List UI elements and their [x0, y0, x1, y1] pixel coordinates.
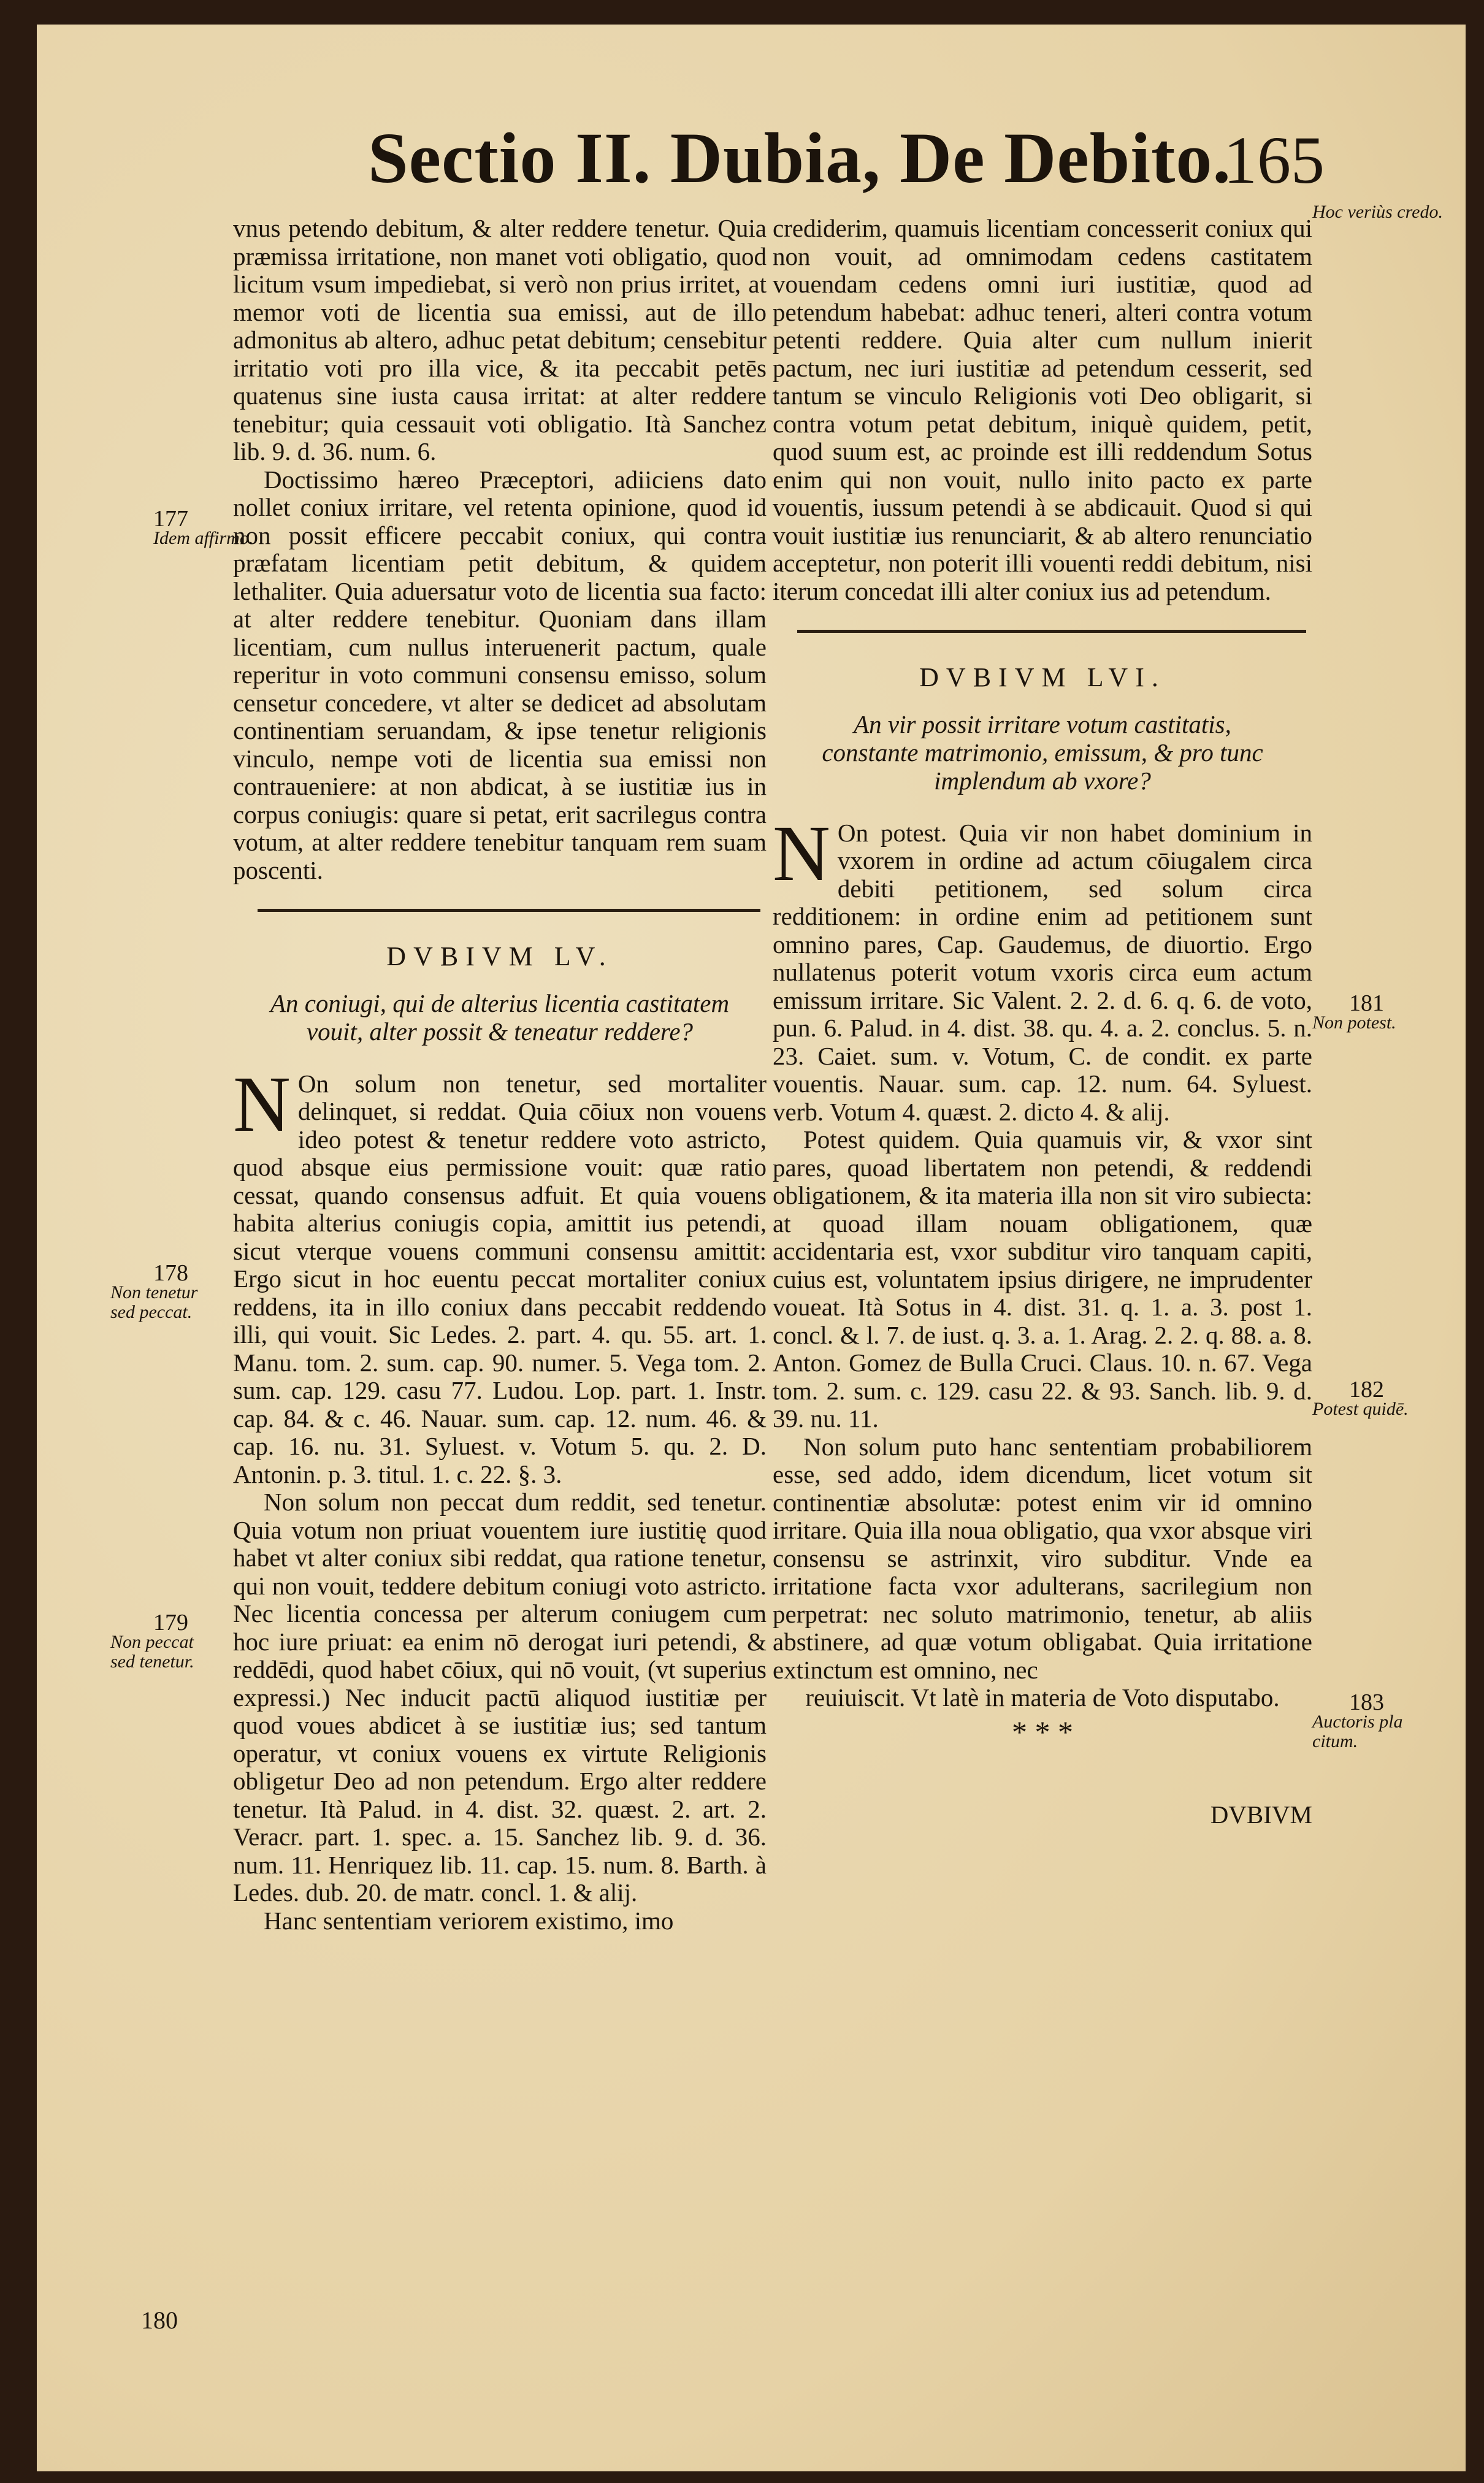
- margin-number-180: 180: [141, 2306, 178, 2334]
- margin-note-183: [1312, 1689, 1403, 1751]
- margin-note-182: [1312, 1377, 1409, 1419]
- right-column: [773, 215, 1312, 1829]
- dubium-56-title: DVBIVM LVI.: [919, 662, 1166, 692]
- paragraph-178-text: On solum non tenetur, sed mortaliter delinquet, si reddat. Quia cōiux non vouens ideo potest & tenetur reddere voto astricto, quod absque eius permissione vouit: quæ ratio cessat, quando consensus adfuit. Et quia vouens habita alterius coniugis copia, amittit ius petendi, sicut vterque vouens communi consensu amittit: Ergo sicut in hoc euentu peccat mortaliter coniux reddens, ita in illo coniux dans peccabit reddendo illi, qui vouit. Sic Ledes. 2. part. 4. qu. 55. art. 1. Manu. tom. 2. sum. cap. 90. numer. 5. Vega tom. 2. sum. cap. 129. casu 77. Ludou. Lop. part. 1. Instr. cap. 84. & c. 46. Nauar. sum. cap. 12. num. 46. & cap. 16. nu. 31. Syluest. v. Votum 5. qu. 2. D. Antonin. p. 3. titul. 1. c. 22. §. 3.: [233, 1069, 767, 1488]
- dubium-55-title: DVBIVM LV.: [386, 941, 613, 971]
- paragraph-177: Doctissimo hæreo Præceptori, adiiciens dato nollet coniux irritare, vel retenta opinione, quod id non possit efficere peccabit coniux, qui contra præfatam licentiam petit debitum, & quidem lethaliter. Quia aduersatur voto de licentia sua facto: at alter reddere tenebitur. Quoniam dans illam licentiam, cum nullus interuenerit pactum, quale reperitur in voto communi consensu emisso, solum censetur concedere, vt alter se dedicet ad absolutam continentiam seruandam, & ipse tenetur religionis vinculo, nempe voti de licentia sua emissi non contraueniere: at non abdicat, à se iustitiæ ius in corpus coniugis: quare si petat, erit sacrilegus contra votum, at alter reddere tenebitur tanquam rem suam poscenti.: [233, 465, 767, 884]
- margin-label: citum.: [1312, 1731, 1358, 1751]
- page-header: [368, 117, 1325, 221]
- page-number: 165: [1223, 123, 1325, 197]
- dubium-56-question: An vir possit irritare votum castitatis, constante matrimonio, emissum, & pro tunc implendum ab vxore?: [822, 710, 1263, 795]
- margin-note-178: [110, 1260, 198, 1322]
- catchword: DVBIVM: [1210, 1800, 1312, 1829]
- dubium-55-question: An coniugi, qui de alterius licentia castitatem vouit, alter possit & teneatur reddere?: [270, 989, 730, 1046]
- margin-number: 178: [153, 1260, 188, 1286]
- running-head: Sectio II. Dubia, De Debito.: [368, 118, 1231, 198]
- margin-label: Potest quidē.: [1312, 1399, 1409, 1419]
- margin-label: Idem affirmo.: [153, 528, 254, 548]
- margin-label: sed tenetur.: [110, 1651, 194, 1672]
- margin-label: Non tenetur: [110, 1282, 198, 1303]
- paragraph-179: Non solum non peccat dum reddit, sed tenetur. Quia votum non priuat vouentem iure iustitię quod habet vt alter coniux sibi reddat, qua ratione tenetur, qui non vouit, teddere debitum coniugi voto astricto. Nec licentia concessa per alterum coniugem cum hoc iure priuat: ea enim nō derogat iuri petendi, & reddēdi, quod habet cōiux, qui nō vouit, (vt superius expressi.) Nec inducit pactū aliquod iustitiæ per quod voues abdicet à se iustitiæ ius; sed tantum operatur, vt coniux vouens ex virtute Religionis obligetur Deo ad non petendum. Ergo alter reddere tenetur. Ità Palud. in 4. dist. 32. quæst. 2. art. 2. Veracr. part. 1. spec. a. 15. Sanchez lib. 9. d. 36. num. 11. Henriquez lib. 11. cap. 15. num. 8. Barth. à Ledes. dub. 20. de matr. concl. 1. & alij.: [233, 1488, 767, 1907]
- paragraph-181-text: On potest. Quia vir non habet dominium in vxorem in ordine ad actum cōiugalem circa debiti petitionem, sed solum circa redditionem: in ordine enim ad petitionem sunt omnino pares, Cap. Gaudemus, de diuortio. Ergo nullatenus poterit votum vxoris circa eum actum emissum irritare. Sic Valent. 2. 2. d. 6. q. 6. de voto, pun. 6. Palud. in 4. dist. 38. qu. 4. a. 2. conclus. 5. n. 23. Caiet. sum. v. Votum, C. de condit. ex parte vouentis. Nauar. sum. cap. 12. num. 64. Syluest. verb. Votum 4. quæst. 2. dicto 4. & alij.: [773, 818, 1312, 1126]
- drop-cap: N: [773, 809, 830, 898]
- margin-note-179: [110, 1610, 194, 1672]
- margin-label: Auctoris pla: [1312, 1712, 1403, 1732]
- paragraph-183: Non solum puto hanc sententiam probabiliorem esse, sed addo, idem dicendum, licet votum sit continentiæ absolutæ: potest enim vir id omnino irritare. Quia illa noua obligatio, qua vxor absque viri consensu se astrinxit, viro subditur. Vnde ea irritatione facta vxor adulterans, sacrilegium non perpetrat: nec soluto matrimonio, tenetur, ab aliis abstinere, ad quæ votum obligabat. Quia irritatione extinctum est omnino, nec: [773, 1432, 1312, 1684]
- section-rule: [258, 909, 760, 912]
- paragraph-178: [233, 1060, 767, 1489]
- margin-note-hoc-verius: Hoc veriùs credo.: [1312, 202, 1443, 222]
- margin-number: 179: [153, 1610, 188, 1636]
- paragraph-tail: reuiuiscit. Vt latè in materia de Voto disputabo.: [805, 1683, 1280, 1712]
- margin-label: Non peccat: [110, 1632, 194, 1652]
- paragraph-180: Hanc sententiam veriorem existimo, imo: [264, 1906, 674, 1935]
- margin-number: 182: [1349, 1377, 1384, 1402]
- margin-number: 181: [1349, 990, 1384, 1016]
- paragraph-continued: vnus petendo debitum, & alter reddere tenetur. Quia præmissa irritatione, non manet voti obligatio, quod licitum vsum impediebat, si verò non prius irritet, at memor voti de licentia sua emissi, aut de illo admonitus ab altero, adhuc petat debitum; censebitur irritatio voti pro illa vice, & ita peccabit petēs quatenus sine iusta causa irritat: at alter reddere tenebitur; quia cessauit voti obligatio. Ità Sanchez lib. 9. d. 36. num. 6.: [233, 214, 767, 465]
- paragraph-181: [773, 809, 1312, 1127]
- paragraph-182: Potest quidem. Quia quamuis vir, & vxor sint pares, quoad libertatem non petendi, & reddendi obligationem, & ita materia illa non sit viro subiecta: at quoad illam nouam obligationem, quæ accidentaria est, vxor subditur viro tanquam capiti, cuius est, voluntatem ipsius dirigere, ne imprudenter voueat. Ità Sotus in 4. dist. 31. q. 1. a. 3. post 1. concl. & l. 7. de iust. q. 3. a. 1. Arag. 2. 2. q. 88. a. 8. Anton. Gomez de Bulla Cruci. Claus. 10. n. 67. Vega tom. 2. sum. c. 129. casu 22. & 93. Sanch. lib. 9. d. 39. nu. 11.: [773, 1125, 1312, 1433]
- margin-note-177: [153, 506, 254, 548]
- margin-label: Non potest.: [1312, 1012, 1396, 1033]
- left-column: [233, 215, 767, 1935]
- section-rule: [797, 630, 1306, 633]
- paragraph-continued-right: crediderim, quamuis licentiam concesserit coniux qui non vouit, ad omnimodam cedens castitatem vouendam cedens omni iuri iustitiæ, quod ad petendum habebat: adhuc teneri, alteri contra votum petenti reddere. Quia alter cum nullum inierit pactum, nec iuri iustitiæ ad petendum cesserit, sed tantum se vinculo Religionis voti Deo obligarit, si contra votum petat debitum, iniquè quidem, petit, quod suum est, ac proinde est illi reddendum Sotus enim qui non vouit, nullo inito pacto ex parte vouentis, iussum petendi à se abdicauit. Quod si qui vouit iustitiæ ius renunciarit, & ab altero renunciatio acceptetur, non poterit illi vouenti reddi debitum, nisi iterum concedat illi alter coniux ius ad petendum.: [773, 214, 1312, 605]
- margin-label: sed peccat.: [110, 1302, 193, 1322]
- drop-cap: N: [233, 1060, 291, 1149]
- book-page: [37, 25, 1466, 2471]
- margin-note-181: [1312, 990, 1396, 1033]
- asterism: * * *: [1012, 1714, 1073, 1749]
- margin-number: 183: [1349, 1689, 1384, 1715]
- margin-number: 177: [153, 506, 188, 532]
